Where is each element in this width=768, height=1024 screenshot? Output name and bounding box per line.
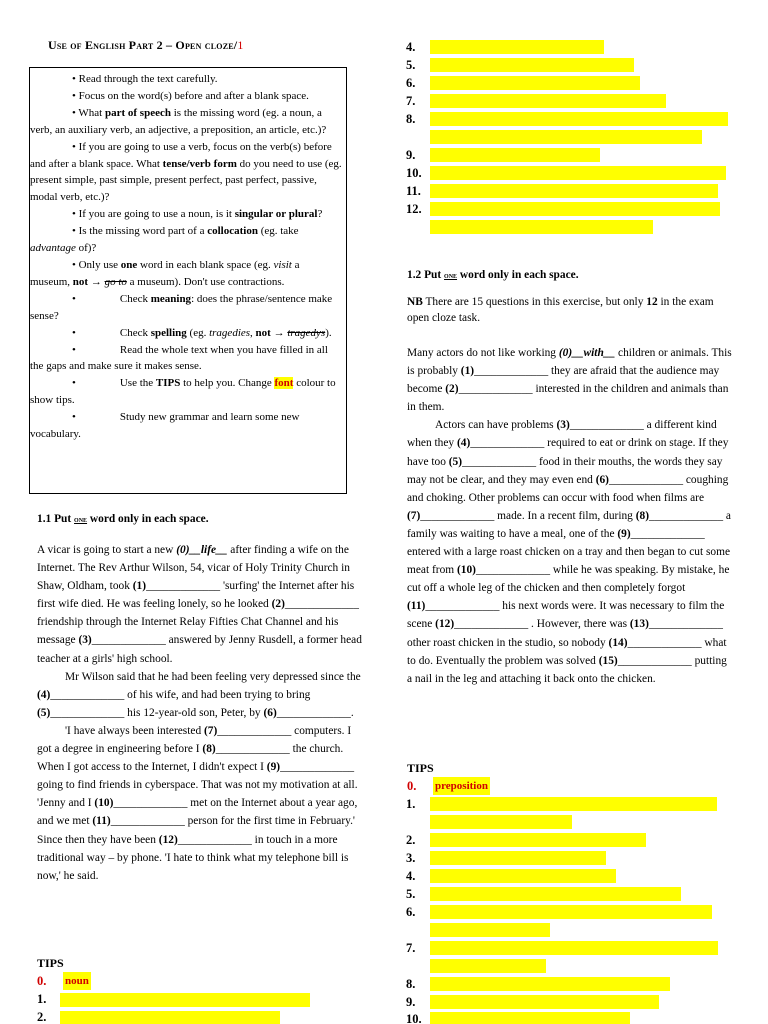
instruction-1: • Read through the text carefully.: [72, 73, 218, 85]
tips-top-item-10: 10.: [406, 166, 422, 180]
tips-2-bar-10[interactable]: [430, 1012, 630, 1024]
tips-2-item-9: 9.: [406, 995, 416, 1009]
ex2-paragraph-1: Many actors do not like working (0)__with__ children or animals. This is probably (1)_____________ they are afraid that the audience may become (2)_____________ interested in the children and animals than in them.: [407, 347, 732, 414]
tips-top-item-11: 11.: [406, 184, 421, 198]
tips-2-bar-3[interactable]: [430, 851, 606, 865]
tips-2-item-10: 10.: [406, 1012, 422, 1024]
tips-1-item-2: 2.: [37, 1010, 47, 1024]
tips-2-bar-5[interactable]: [430, 887, 681, 901]
ex1-paragraph-3: 'I have always been interested (7)_____________ computers. I got a degree in engineering before I (8)_____________ the church. When I got access to the Internet, I didn't expect I (9)_____________ going to find friends in cyberspace. That was not my motivation at all. 'Jenny and I (10)_____________ met on the Internet about a year ago, and we met (11)_____________ person for the first time in February.' Since then they have been (12)_____________ in touch in a more traditional way – by phone. 'I hate to think what my telephone bill is now,' he said.: [37, 724, 358, 882]
instructions-box: [29, 67, 347, 494]
instruction-7: • Only use one word in each blank space (eg. visit a museum, not → go to a museum). Don't use contractions.: [30, 258, 300, 288]
tips-2-bar-1b[interactable]: [430, 815, 572, 829]
tips-top-bar-12a[interactable]: [430, 202, 720, 216]
tips-2-item-5: 5.: [406, 887, 416, 901]
tips-2-item-8: 8.: [406, 977, 416, 991]
instruction-8: • Check meaning: does the phrase/sentence make sense?: [30, 292, 333, 322]
tips-2-item-0: 0. preposition: [407, 779, 488, 793]
ex1-paragraph-1: A vicar is going to start a new (0)__life__ after finding a wife on the Internet. The Rev Arthur Wilson, 54, vicar of Holy Trinity Church in Shaw, Oldham, took (1)_____________ 'surfing' the Internet after his first wife died. He was feeling lonely, so he looked (2)_____________ friendship through the Internet Relay Fifties Chat Channel and his message (3)_____________ answered by Jenny Rusdell, a former head teacher at a girls' high school.: [37, 544, 362, 665]
page-title: [48, 36, 244, 54]
tips-top-bar-6[interactable]: [430, 76, 640, 90]
exercise-1-text: [37, 541, 363, 885]
tips-1-item-1: 1.: [37, 992, 47, 1006]
instruction-11: • Use the TIPS to help you. Change font colour to show tips.: [30, 377, 336, 407]
tips-top-bar-10[interactable]: [430, 166, 726, 180]
instruction-9: • Check spelling (eg. tragedies, not → tragedys).: [72, 326, 332, 339]
tips-1-answer-bar-1[interactable]: [60, 993, 310, 1007]
tips-1-answer-bar-2[interactable]: [60, 1011, 280, 1024]
title-number: 1: [237, 38, 244, 52]
exercise-2-nb: NB There are 15 questions in this exercise, but only 12 in the exam open cloze task.: [407, 296, 714, 324]
tips-2-item-2: 2.: [406, 833, 416, 847]
instruction-12: • Study new grammar and learn some new vocabulary.: [30, 411, 300, 441]
tips-2-bar-6b[interactable]: [430, 923, 550, 937]
tips-2-item-7: 7.: [406, 941, 416, 955]
instruction-4: • If you are going to use a verb, focus on the verb(s) before and after a blank space. What tense/verb form do you need to use (eg. present simple, past simple, present perfect, past perfect, passive, modal verb, etc.)?: [30, 140, 342, 204]
tips-top-item-5: 5.: [406, 58, 416, 72]
instruction-6: • Is the missing word part of a collocation (eg. take advantage of)?: [30, 225, 299, 255]
instruction-5: • If you are going to use a noun, is it singular or plural?: [72, 208, 323, 221]
tips-2-bar-7b[interactable]: [430, 959, 546, 973]
exercise-2-text: [407, 344, 733, 688]
tips-top-bar-8a[interactable]: [430, 112, 728, 126]
tips-top-bar-5[interactable]: [430, 58, 634, 72]
tips-1-item-0: 0. noun: [37, 974, 89, 988]
tips-top-bar-8b[interactable]: [430, 130, 702, 144]
instruction-2: • Focus on the word(s) before and after a blank space.: [72, 89, 309, 102]
tips-2-bar-8[interactable]: [430, 977, 670, 991]
tips-1-heading: TIPS: [37, 956, 64, 970]
tips-top-bar-9[interactable]: [430, 148, 600, 162]
tips-2-bar-2[interactable]: [430, 833, 646, 847]
tips-top-item-12: 12.: [406, 202, 422, 216]
ex2-paragraph-2: Actors can have problems (3)_____________ a different kind when they (4)_____________ required to eat or drink on stage. If they have too (5)_____________ food in their mouths, the words they say may not be clear, and they may even end (6)_____________ coughing and choking. Other problems can occur with food when films are (7)_____________ made. In a recent film, during (8)_____________ a family was waiting to have a meal, one of the (9)_____________ entered with a large roast chicken on a tray and then began to cut some meat from (10)_____________ while he was speaking. By mistake, he cut off a whole leg of the chicken and then completely forgot (11)_____________ his next words were. It was necessary to film the scene (12)_____________ . However, there was (13)_____________ other roast chicken in the studio, so nobody (14)_____________ what to do. Eventually the problem was solved (15)_____________ putting a nail in the leg and attaching it back onto the chicken.: [407, 419, 731, 685]
title-text: Use of English Part 2 – Open cloze/: [48, 38, 238, 52]
tips-top-bar-4[interactable]: [430, 40, 604, 54]
exercise-2-heading: 1.2 Put one word only in each space.: [407, 269, 579, 281]
tips-top-item-7: 7.: [406, 94, 416, 108]
tips-2-bar-4[interactable]: [430, 869, 616, 883]
tips-top-item-4: 4.: [406, 40, 416, 54]
tips-top-bar-7[interactable]: [430, 94, 666, 108]
tips-2-item-1: 1.: [406, 797, 416, 811]
tips-top-item-6: 6.: [406, 76, 416, 90]
tips-top-item-9: 9.: [406, 148, 416, 162]
tips-2-item-4: 4.: [406, 869, 416, 883]
tips-2-bar-7a[interactable]: [430, 941, 718, 955]
instruction-10: • Read the whole text when you have filled in all the gaps and make sure it makes sense.: [30, 343, 328, 373]
ex1-paragraph-2: Mr Wilson said that he had been feeling very depressed since the (4)_____________ of his wife, and had been trying to bring (5)_____________ his 12-year-old son, Peter, by (6)_____________.: [37, 670, 361, 719]
tips-2-item-6: 6.: [406, 905, 416, 919]
tips-2-bar-6a[interactable]: [430, 905, 712, 919]
tips-top-bar-12b[interactable]: [430, 220, 653, 234]
tips-2-heading: TIPS: [407, 761, 434, 775]
tips-2-bar-9[interactable]: [430, 995, 659, 1009]
tips-2-item-3: 3.: [406, 851, 416, 865]
tips-2-bar-1a[interactable]: [430, 797, 717, 811]
instruction-3: • What part of speech is the missing word (eg. a noun, a verb, an auxiliary verb, an adjective, a preposition, an article, etc.)?: [30, 106, 327, 136]
tips-top-bar-11[interactable]: [430, 184, 718, 198]
exercise-1-heading: 1.1 Put one word only in each space.: [37, 513, 209, 525]
tips-top-item-8: 8.: [406, 112, 416, 126]
